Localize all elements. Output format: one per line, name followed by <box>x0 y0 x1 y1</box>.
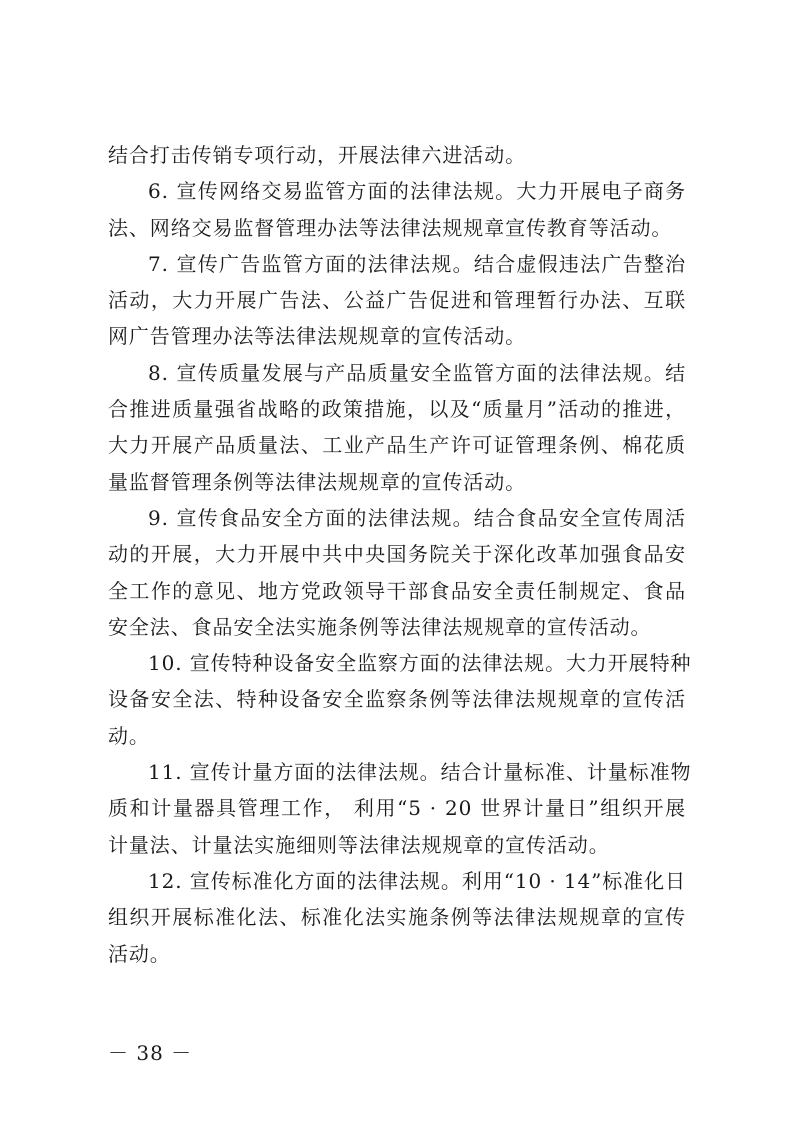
paragraph-9-line: 动的开展，大力开展中共中央国务院关于深化改革加强食品安 <box>108 542 686 567</box>
text-line: 结合打击传销专项行动，开展法律六进活动。 <box>108 143 526 167</box>
paragraph-10-line: 设备安全法、特种设备安全监察条例等法律法规规章的宣传活 <box>108 687 686 712</box>
paragraph-6-line: 6. 宣传网络交易监管方面的法律法规。大力开展电子商务 <box>148 179 686 204</box>
paragraph-12-line: 活动。 <box>108 941 171 966</box>
paragraph-12-line: 12. 宣传标准化方面的法律法规。利用“10 · 14”标准化日 <box>148 868 686 893</box>
paragraph-9-line: 安全法、食品安全法实施条例等法律法规规章的宣传活动。 <box>108 614 652 639</box>
paragraph-8-line: 合推进质量强省战略的政策措施，以及“质量月”活动的推进， <box>108 397 686 422</box>
paragraph-11-line: 11. 宣传计量方面的法律法规。结合计量标准、计量标准物 <box>148 760 692 785</box>
paragraph-12-line: 组织开展标准化法、标准化法实施条例等法律法规规章的宣传 <box>108 905 686 930</box>
paragraph-6-line: 法、网络交易监督管理办法等法律法规规章宣传教育等活动。 <box>108 215 673 240</box>
paragraph-11-line: 质和计量器具管理工作， 利用“5 · 20 世界计量日”组织开展 <box>108 796 686 821</box>
paragraph-9-line: 全工作的意见、地方党政领导干部食品安全责任制规定、食品 <box>108 578 686 603</box>
paragraph-9-line: 9. 宣传食品安全方面的法律法规。结合食品安全宣传周活 <box>148 505 686 530</box>
paragraph-7-line: 活动，大力开展广告法、公益广告促进和管理暂行办法、互联 <box>108 288 686 313</box>
body-text <box>108 137 692 972</box>
paragraph-8-line: 大力开展产品质量法、工业产品生产许可证管理条例、棉花质 <box>108 433 686 458</box>
paragraph-8-line: 量监督管理条例等法律法规规章的宣传活动。 <box>108 469 526 494</box>
paragraph-10-line: 10. 宣传特种设备安全监察方面的法律法规。大力开展特种 <box>148 651 692 676</box>
paragraph-11-line: 计量法、计量法实施细则等法律法规规章的宣传活动。 <box>108 832 610 857</box>
page-number: － 38 － <box>108 1041 193 1065</box>
paragraph-7-line: 7. 宣传广告监管方面的法律法规。结合虚假违法广告整治 <box>148 251 686 276</box>
paragraph-8-line: 8. 宣传质量发展与产品质量安全监管方面的法律法规。结 <box>148 360 686 385</box>
paragraph-7-line: 网广告管理办法等法律法规规章的宣传活动。 <box>108 324 526 349</box>
paragraph-10-line: 动。 <box>108 723 150 748</box>
